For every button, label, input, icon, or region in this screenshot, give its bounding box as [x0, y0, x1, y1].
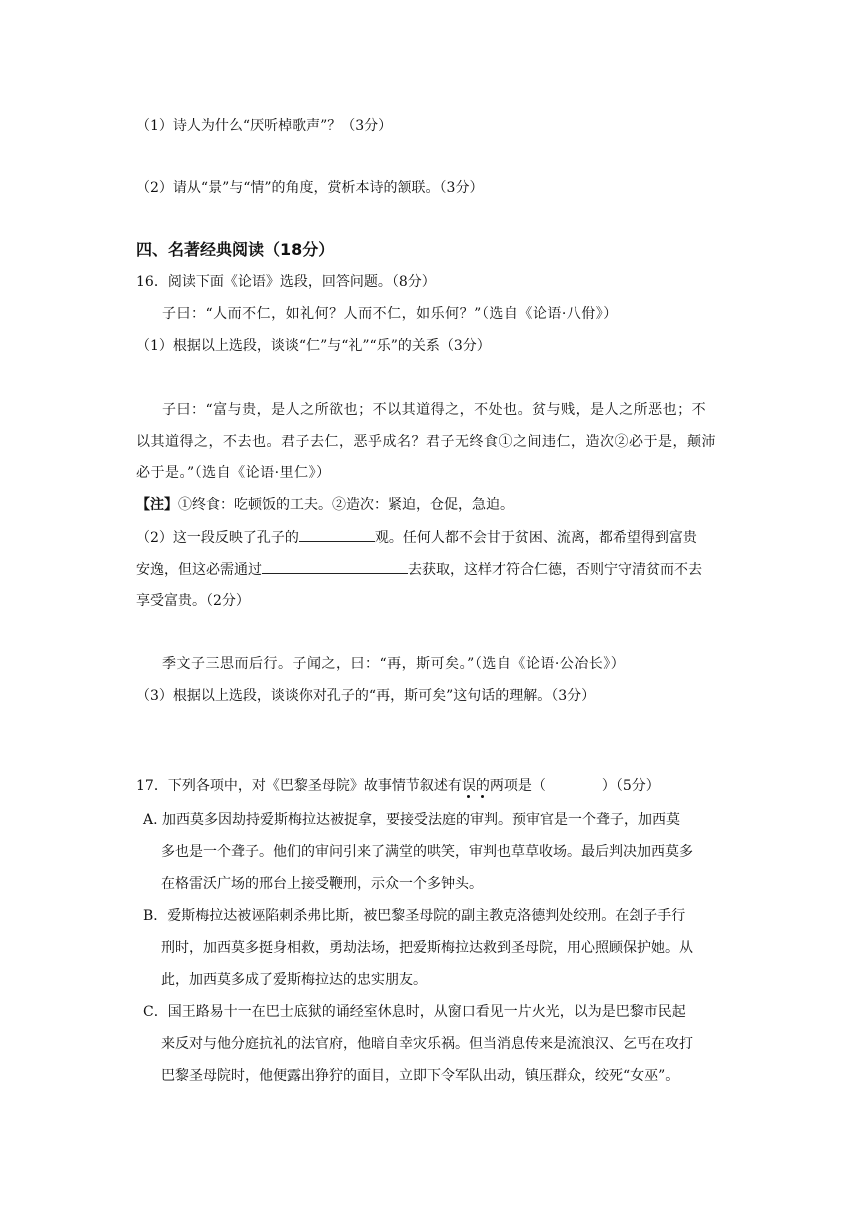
q16-sub3: （3）根据以上选段，谈谈你对孔子的“再，斯可矣”这句话的理解。（3分） [136, 688, 596, 704]
q15-sub2: （2）请从“景”与“情”的角度，赏析本诗的颔联。（3分） [136, 180, 484, 196]
q16-passage2-line1: 子曰：“富与贵，是人之所欲也；不以其道得之，不处也。贫与贱，是人之所恶也；不 [162, 402, 707, 418]
q16-passage2-line2: 以其道得之，不去也。君子去仁，恶乎成名？君子无终食①之间违仁，造次②必于是，颠沛 [136, 434, 716, 450]
q17-optB-line3: 此，加西莫多成了爱斯梅拉达的忠实朋友。 [161, 972, 427, 988]
section4-title: 四、名著经典阅读（18分） [136, 240, 335, 259]
q15-sub1: （1）诗人为什么“厌听棹歌声”？（3分） [136, 118, 393, 134]
answer-blank-2[interactable] [262, 559, 408, 574]
sub2-part-b: 观。任何人都不会甘于贫困、流离，都希望得到富贵 [374, 530, 697, 546]
q17-optB-line1: B．爱斯梅拉达被诬陷刺杀弗比斯，被巴黎圣母院的副主教克洛德判处绞刑。在刽子手行 [143, 908, 686, 924]
q16-sub2-line3: 享受富贵。（2分） [136, 593, 250, 609]
q17-stem-a: 17．下列各项中，对《巴黎圣母院》故事情节叙述有 [136, 778, 462, 794]
q16-sub1: （1）根据以上选段，谈谈“仁”与“礼”“乐”的关系（3分） [136, 338, 491, 354]
sub2-part-c: 安逸，但这必需通过 [136, 562, 262, 578]
answer-blank-1[interactable] [299, 527, 375, 542]
q16-sub2-line1 [136, 527, 697, 548]
q17-optC-line1: C．国王路易十一在巴士底狱的诵经室休息时，从窗口看见一片火光，以为是巴黎市民起 [143, 1004, 686, 1020]
q17-optC-line3: 巴黎圣母院时，他便露出狰狞的面目，立即下令军队出动，镇压群众，绞死“女巫”。 [161, 1068, 680, 1084]
q17-optA-line2: 多也是一个聋子。他们的审问引来了满堂的哄笑，审判也草草收场。最后判决加西莫多 [161, 844, 693, 860]
q16-stem: 16．阅读下面《论语》选段，回答问题。（8分） [136, 274, 436, 290]
q16-passage1: 子曰：“人而不仁，如礼何？人而不仁，如乐何？”（选自《论语·八佾》） [162, 306, 618, 322]
q17-stem [136, 776, 660, 796]
sub2-part-d: 去获取，这样才符合仁德，否则宁守清贫而不去 [408, 562, 702, 578]
q16-sub2-line2 [136, 559, 702, 580]
note-label: 【注】 [136, 497, 178, 513]
q17-optA-line3: 在格雷沃广场的邢台上接受鞭刑，示众一个多钟头。 [161, 876, 483, 892]
q17-optB-line2: 刑时，加西莫多挺身相救，勇劫法场，把爱斯梅拉达救到圣母院，用心照顾保护她。从 [161, 940, 693, 956]
note-text: ①终食：吃顿饭的工夫。②造次：紧迫，仓促，急迫。 [178, 497, 514, 513]
emphasis-mark-2: 的 [475, 778, 490, 794]
emphasis-mark-1: 误 [461, 778, 476, 794]
q17-stem-b: 两项是（ [489, 778, 546, 794]
q16-passage3: 季文子三思而后行。子闻之，曰：“再，斯可矣。”（选自《论语·公冶长》） [162, 656, 626, 672]
q17-stem-c: ）（5分） [601, 778, 660, 794]
sub2-part-a: （2）这一段反映了孔子的 [136, 530, 299, 546]
q16-passage2-line3: 必于是。”（选自《论语·里仁》） [136, 465, 331, 481]
q17-optA-line1: A. 加西莫多因劫持爱斯梅拉达被捉拿，要接受法庭的审判。预审官是一个聋子，加西莫 [143, 812, 681, 828]
q16-note [136, 495, 514, 515]
q17-optC-line2: 来反对与他分庭抗礼的法官府，他暗自幸灾乐祸。但当消息传来是流浪汉、乞丐在攻打 [161, 1036, 693, 1052]
